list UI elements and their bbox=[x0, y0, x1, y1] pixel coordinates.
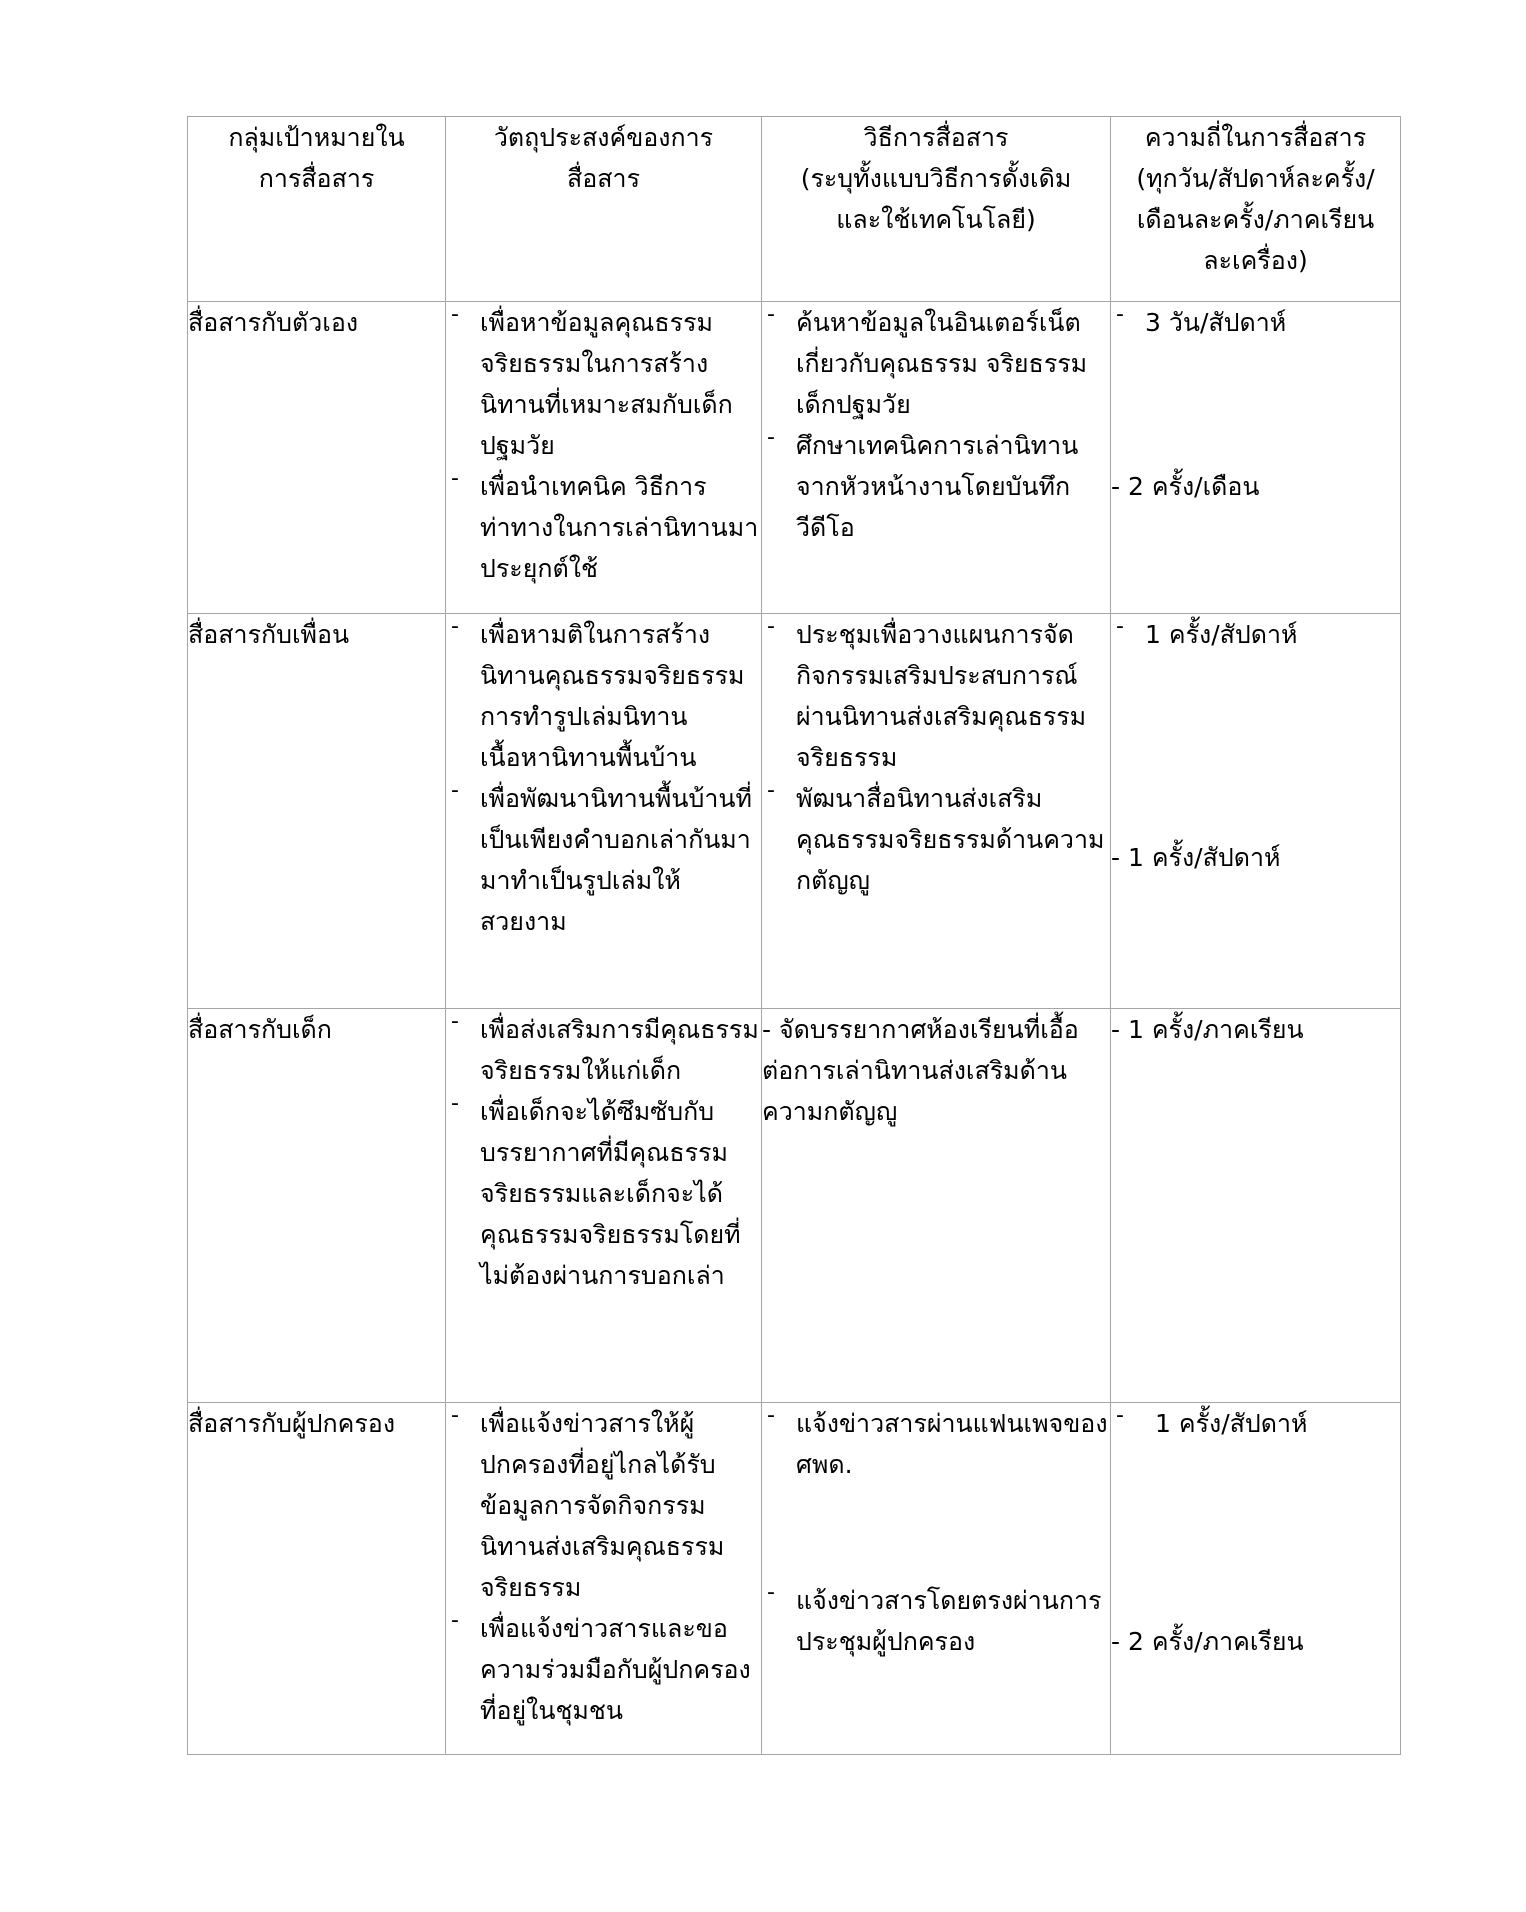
table-row bbox=[188, 614, 1401, 1009]
communication-plan-table bbox=[187, 116, 1401, 1755]
row-objectives bbox=[446, 302, 762, 614]
list-item: - เพื่อหาข้อมูลคุณธรรมจริยธรรมในการสร้างนิทานที่เหมาะสมกับเด็กปฐมวัย bbox=[446, 302, 761, 466]
row-methods bbox=[762, 614, 1111, 1009]
list-item: - แจ้งข่าวสารโดยตรงผ่านการประชุมผู้ปกครอง bbox=[762, 1580, 1110, 1662]
list-item: - เพื่อแจ้งข่าวสารให้ผู้ปกครองที่อยู่ไกลได้รับข้อมูลการจัดกิจกรรมนิทานส่งเสริมคุณธรรมจริยธรรม bbox=[446, 1403, 761, 1608]
table-row bbox=[188, 1403, 1401, 1755]
row-target: สื่อสารกับผู้ปกครอง bbox=[188, 1403, 446, 1755]
list-item: - 1 ครั้ง/ภาคเรียน bbox=[1111, 1015, 1304, 1044]
row-frequency bbox=[1111, 1009, 1401, 1403]
list-item: - 3 วัน/สัปดาห์ bbox=[1111, 302, 1400, 343]
row-target: สื่อสารกับตัวเอง bbox=[188, 302, 446, 614]
list-item: - ประชุมเพื่อวางแผนการจัดกิจกรรมเสริมประสบการณ์ผ่านนิทานส่งเสริมคุณธรรมจริยธรรม bbox=[762, 614, 1110, 778]
row-objectives bbox=[446, 1403, 762, 1755]
list-item: - จัดบรรยากาศห้องเรียนที่เอื้อต่อการเล่านิทานส่งเสริมด้านความกตัญญู bbox=[762, 1015, 1079, 1126]
row-methods bbox=[762, 302, 1111, 614]
list-item: - เพื่อส่งเสริมการมีคุณธรรมจริยธรรมให้แก่เด็ก bbox=[446, 1009, 761, 1091]
row-methods bbox=[762, 1403, 1111, 1755]
list-item: - พัฒนาสื่อนิทานส่งเสริมคุณธรรมจริยธรรมด้านความกตัญญู bbox=[762, 778, 1110, 901]
list-item: - 2 ครั้ง/ภาคเรียน bbox=[1111, 1627, 1304, 1656]
header-method: วิธีการสื่อสาร (ระบุทั้งแบบวิธีการดั้งเดิม และใช้เทคโนโลยี) bbox=[762, 117, 1111, 302]
list-item: - เพื่อหามติในการสร้างนิทานคุณธรรมจริยธรรม การทำรูปเล่มนิทาน เนื้อหานิทานพื้นบ้าน bbox=[446, 614, 761, 778]
list-item: - ศึกษาเทคนิคการเล่านิทานจากหัวหน้างานโดยบันทึกวีดีโอ bbox=[762, 425, 1110, 548]
row-methods bbox=[762, 1009, 1111, 1403]
list-item: - เพื่อเด็กจะได้ซึมซับกับบรรยากาศที่มีคุณธรรมจริยธรรมและเด็กจะได้คุณธรรมจริยธรรมโดยที่ไม่ต้องผ่านการบอกเล่า bbox=[446, 1091, 761, 1296]
list-item: - เพื่อแจ้งข่าวสารและขอความร่วมมือกับผู้ปกครองที่อยู่ในชุมชน bbox=[446, 1608, 761, 1731]
header-frequency: ความถี่ในการสื่อสาร (ทุกวัน/สัปดาห์ละครั้ง/ เดือนละครั้ง/ภาคเรียน ละเครื่อง) bbox=[1111, 117, 1401, 302]
header-target-group: กลุ่มเป้าหมายใน การสื่อสาร bbox=[188, 117, 446, 302]
row-frequency bbox=[1111, 302, 1401, 614]
row-frequency bbox=[1111, 614, 1401, 1009]
header-row bbox=[188, 117, 1401, 302]
row-frequency bbox=[1111, 1403, 1401, 1755]
table-row bbox=[188, 1009, 1401, 1403]
list-item: - ค้นหาข้อมูลในอินเตอร์เน็ตเกี่ยวกับคุณธรรม จริยธรรมเด็กปฐมวัย bbox=[762, 302, 1110, 425]
row-target: สื่อสารกับเพื่อน bbox=[188, 614, 446, 1009]
row-objectives bbox=[446, 614, 762, 1009]
list-item: - เพื่อพัฒนานิทานพื้นบ้านที่เป็นเพียงคำบอกเล่ากันมา มาทำเป็นรูปเล่มให้สวยงาม bbox=[446, 778, 761, 942]
row-target: สื่อสารกับเด็ก bbox=[188, 1009, 446, 1403]
header-objective: วัตถุประสงค์ของการ สื่อสาร bbox=[446, 117, 762, 302]
list-item: - 1 ครั้ง/สัปดาห์ bbox=[1111, 843, 1281, 872]
list-item: - 1 ครั้ง/สัปดาห์ bbox=[1111, 1403, 1400, 1444]
table-row bbox=[188, 302, 1401, 614]
list-item: - เพื่อนำเทคนิค วิธีการท่าทางในการเล่านิทานมาประยุกต์ใช้ bbox=[446, 466, 761, 589]
list-item: - แจ้งข่าวสารผ่านแฟนเพจของ ศพด. bbox=[762, 1403, 1110, 1485]
row-objectives bbox=[446, 1009, 762, 1403]
list-item: - 1 ครั้ง/สัปดาห์ bbox=[1111, 614, 1400, 655]
list-item: - 2 ครั้ง/เดือน bbox=[1111, 472, 1260, 501]
